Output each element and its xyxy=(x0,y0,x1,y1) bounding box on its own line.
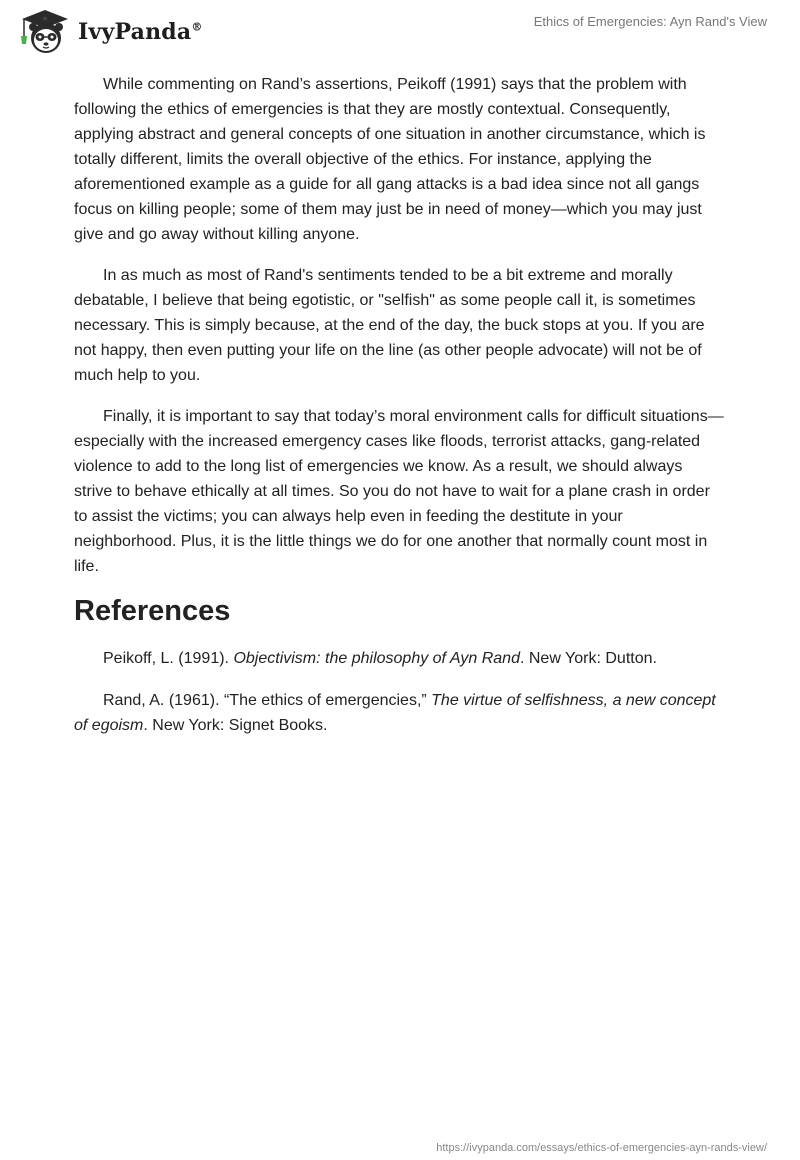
references-heading: References xyxy=(74,595,231,627)
reference-item: Rand, A. (1961). “The ethics of emergencies,” The virtue of selfishness, a new concept of egoism. New York: Signet Books. xyxy=(74,692,716,734)
body-paragraph: While commenting on Rand’s assertions, Peikoff (1991) says that the problem with following the ethics of emergencies is that they are mostly contextual. Consequently, applying abstract and general concepts of one situation in another circumstance, which is totally different, limits the overall objective of the ethics. For instance, applying the aforementioned example as a guide for all gang attacks is a bad idea since not all gangs focus on killing people; some of them may just be in need of money—which you may just give and go away without killing anyone. xyxy=(74,76,706,243)
ivypanda-logo[interactable] xyxy=(16,8,203,56)
panda-graduate-icon xyxy=(16,8,74,56)
running-title: Ethics of Emergencies: Ayn Rand's View xyxy=(533,14,767,29)
logo-wordmark: IvyPanda® xyxy=(78,19,203,45)
reference-item: Peikoff, L. (1991). Objectivism: the philosophy of Ayn Rand. New York: Dutton. xyxy=(103,650,657,667)
body-paragraph: In as much as most of Rand's sentiments tended to be a bit extreme and morally debatable, I believe that being egotistic, or "selfish" as some people call it, is sometimes necessary. This is simply because, at the end of the day, the buck stops at you. If you are not happy, then even putting your life on the line (as other people advocate) will not be of much help to you. xyxy=(74,267,705,384)
essay-content xyxy=(74,72,724,755)
source-url[interactable]: https://ivypanda.com/essays/ethics-of-emergencies-ayn-rands-view/ xyxy=(436,1142,767,1154)
body-paragraph: Finally, it is important to say that today’s moral environment calls for difficult situations—especially with the increased emergency cases like floods, terrorist attacks, gang-related violence to add to the long list of emergencies we know. As a result, we should always strive to behave ethically at all times. So you do not have to wait for a plane crash in order to assist the victims; you can always help even in feeding the destitute in your neighborhood. Plus, it is the little things we do for one another that normally count most in life. xyxy=(74,408,724,575)
